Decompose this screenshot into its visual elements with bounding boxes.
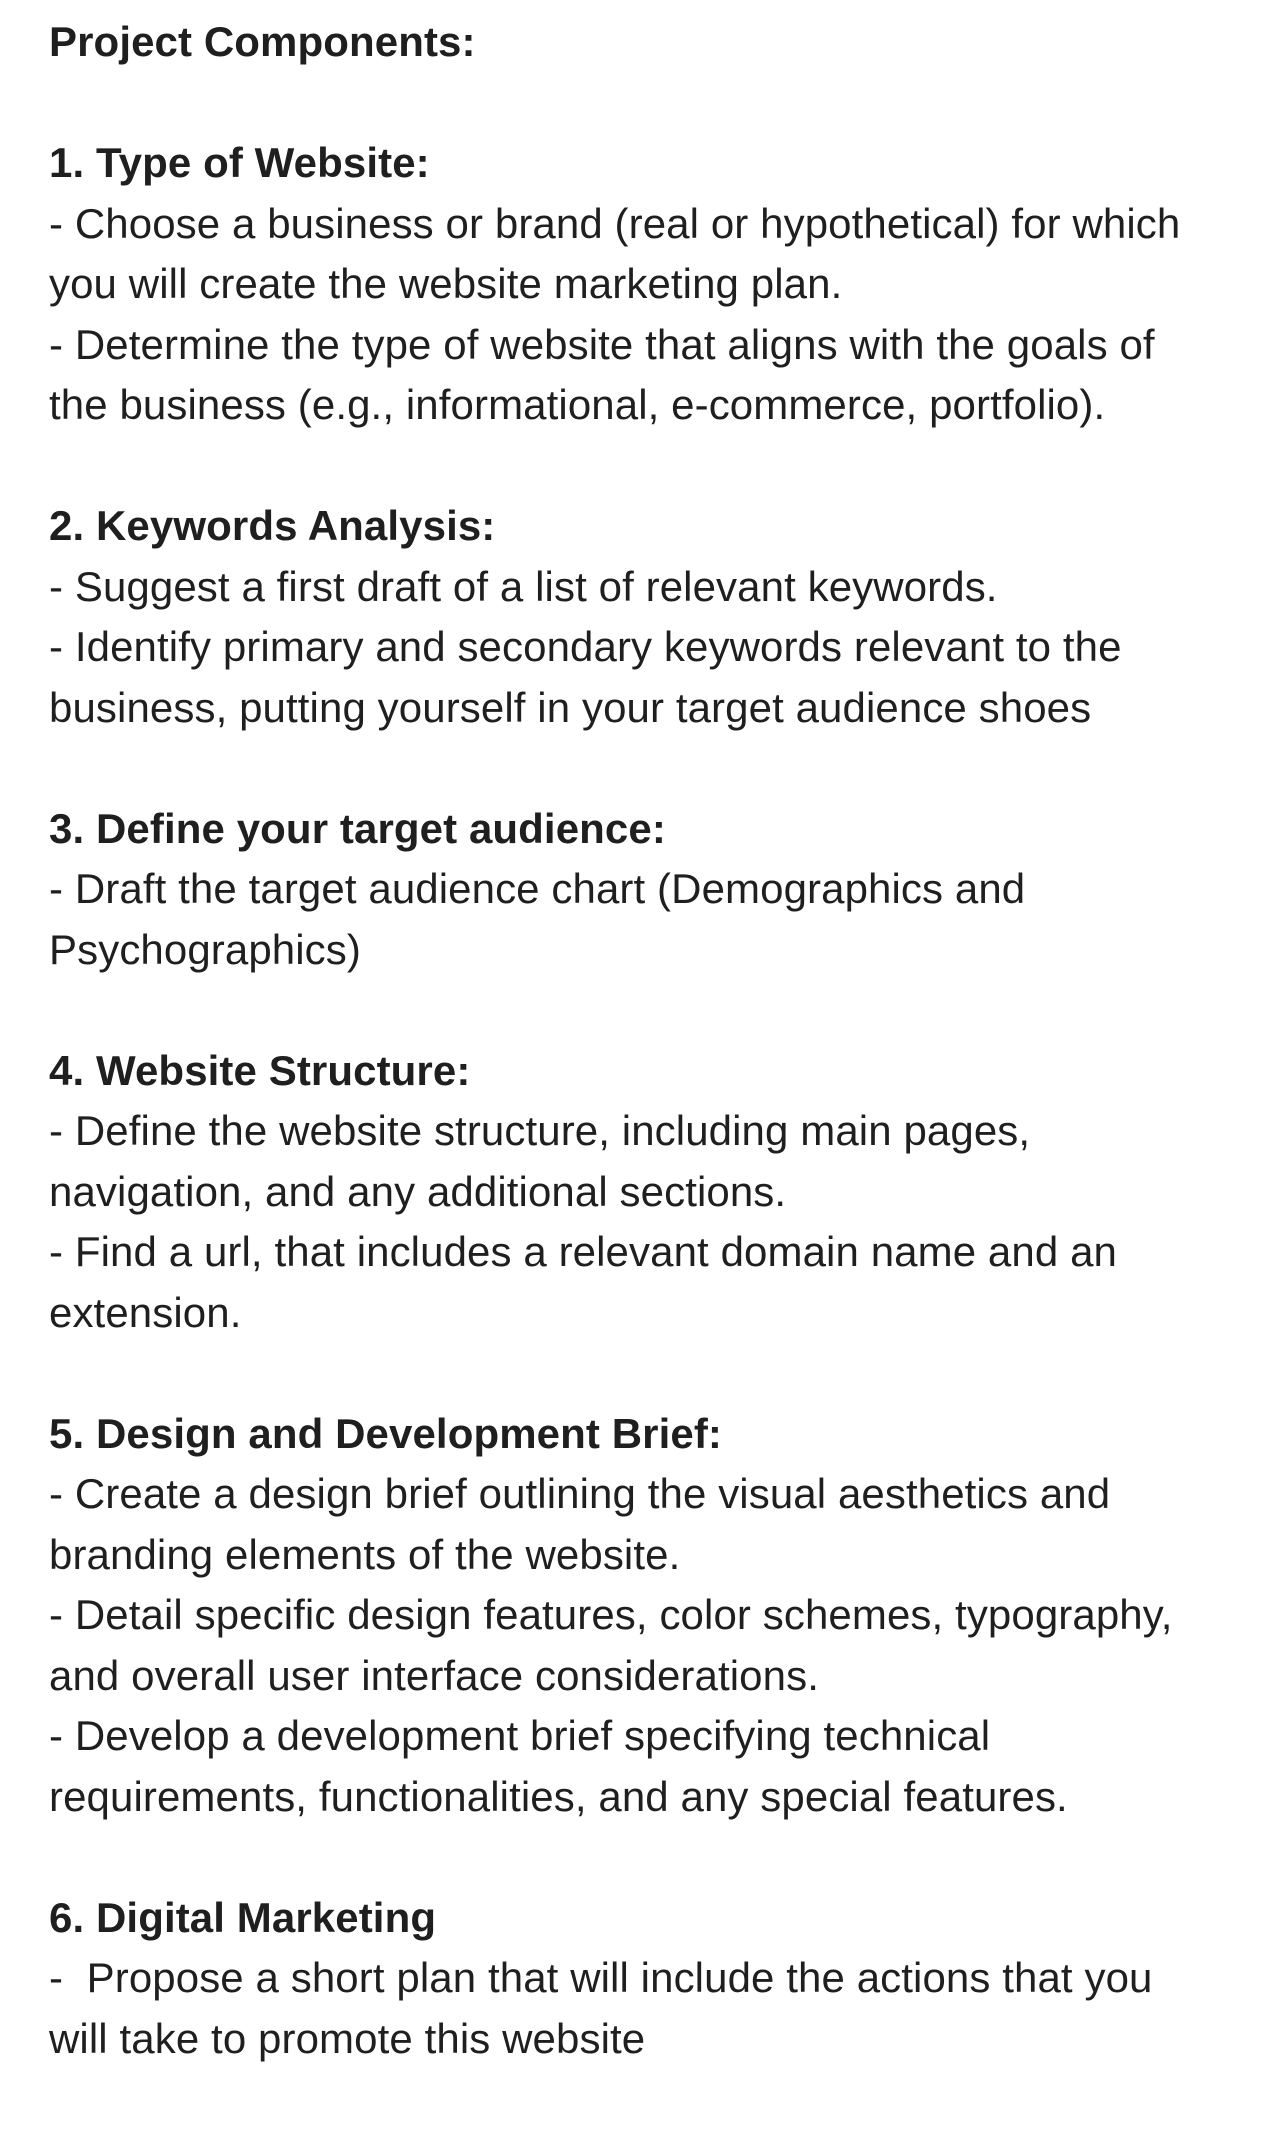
section-line: and overall user interface considerations. xyxy=(49,1651,819,1699)
section-line: business, putting yourself in your target audience shoes xyxy=(49,683,1092,731)
spacer xyxy=(49,980,1249,1041)
section-heading: 1. Type of Website: xyxy=(49,139,430,186)
spacer xyxy=(49,1343,1249,1404)
spacer xyxy=(49,73,1249,134)
section-line: the business (e.g., informational, e-commerce, portfolio). xyxy=(49,381,1106,428)
section-line: - Determine the type of website that aligns with the goals of xyxy=(49,320,1155,368)
section-website-structure xyxy=(49,1041,1249,1344)
section-line: - Develop a development brief specifying technical xyxy=(49,1712,991,1759)
section-line: - Choose a business or brand (real or hypothetical) for which xyxy=(49,199,1181,247)
section-line: - Create a design brief outlining the visual aesthetics and xyxy=(49,1470,1111,1517)
section-type-of-website xyxy=(49,133,1249,436)
document-title: Project Components: xyxy=(49,18,476,65)
document xyxy=(49,12,1249,2069)
section-line: - Propose a short plan that will include the actions that you xyxy=(49,1954,1153,2001)
section-line: Psychographics) xyxy=(49,925,361,973)
section-line: - Suggest a first draft of a list of relevant keywords. xyxy=(49,562,998,610)
spacer xyxy=(49,1827,1249,1888)
section-line: navigation, and any additional sections. xyxy=(49,1167,787,1215)
section-line: will take to promote this website xyxy=(49,2014,646,2062)
spacer xyxy=(49,436,1249,497)
section-line: requirements, functionalities, and any special features. xyxy=(49,1772,1068,1820)
section-heading: 4. Website Structure: xyxy=(49,1046,471,1094)
section-digital-marketing xyxy=(49,1888,1249,2070)
section-heading: 2. Keywords Analysis: xyxy=(49,502,496,549)
section-line: - Draft the target audience chart (Demographics and xyxy=(49,865,1026,912)
section-heading: 6. Digital Marketing xyxy=(49,1893,437,1941)
section-keywords-analysis xyxy=(49,496,1249,738)
section-line: - Detail specific design features, color schemes, typography, xyxy=(49,1591,1173,1638)
spacer xyxy=(49,738,1249,799)
section-heading: 3. Define your target audience: xyxy=(49,804,666,852)
section-heading: 5. Design and Development Brief: xyxy=(49,1409,723,1457)
section-design-development-brief xyxy=(49,1404,1249,1828)
section-line: you will create the website marketing plan. xyxy=(49,260,843,307)
section-line: branding elements of the website. xyxy=(49,1530,681,1578)
section-line: - Find a url, that includes a relevant domain name and an xyxy=(49,1228,1117,1275)
section-target-audience xyxy=(49,799,1249,981)
section-line: - Identify primary and secondary keywords relevant to the xyxy=(49,623,1122,670)
section-line: - Define the website structure, including main pages, xyxy=(49,1107,1031,1154)
section-line: extension. xyxy=(49,1288,242,1336)
